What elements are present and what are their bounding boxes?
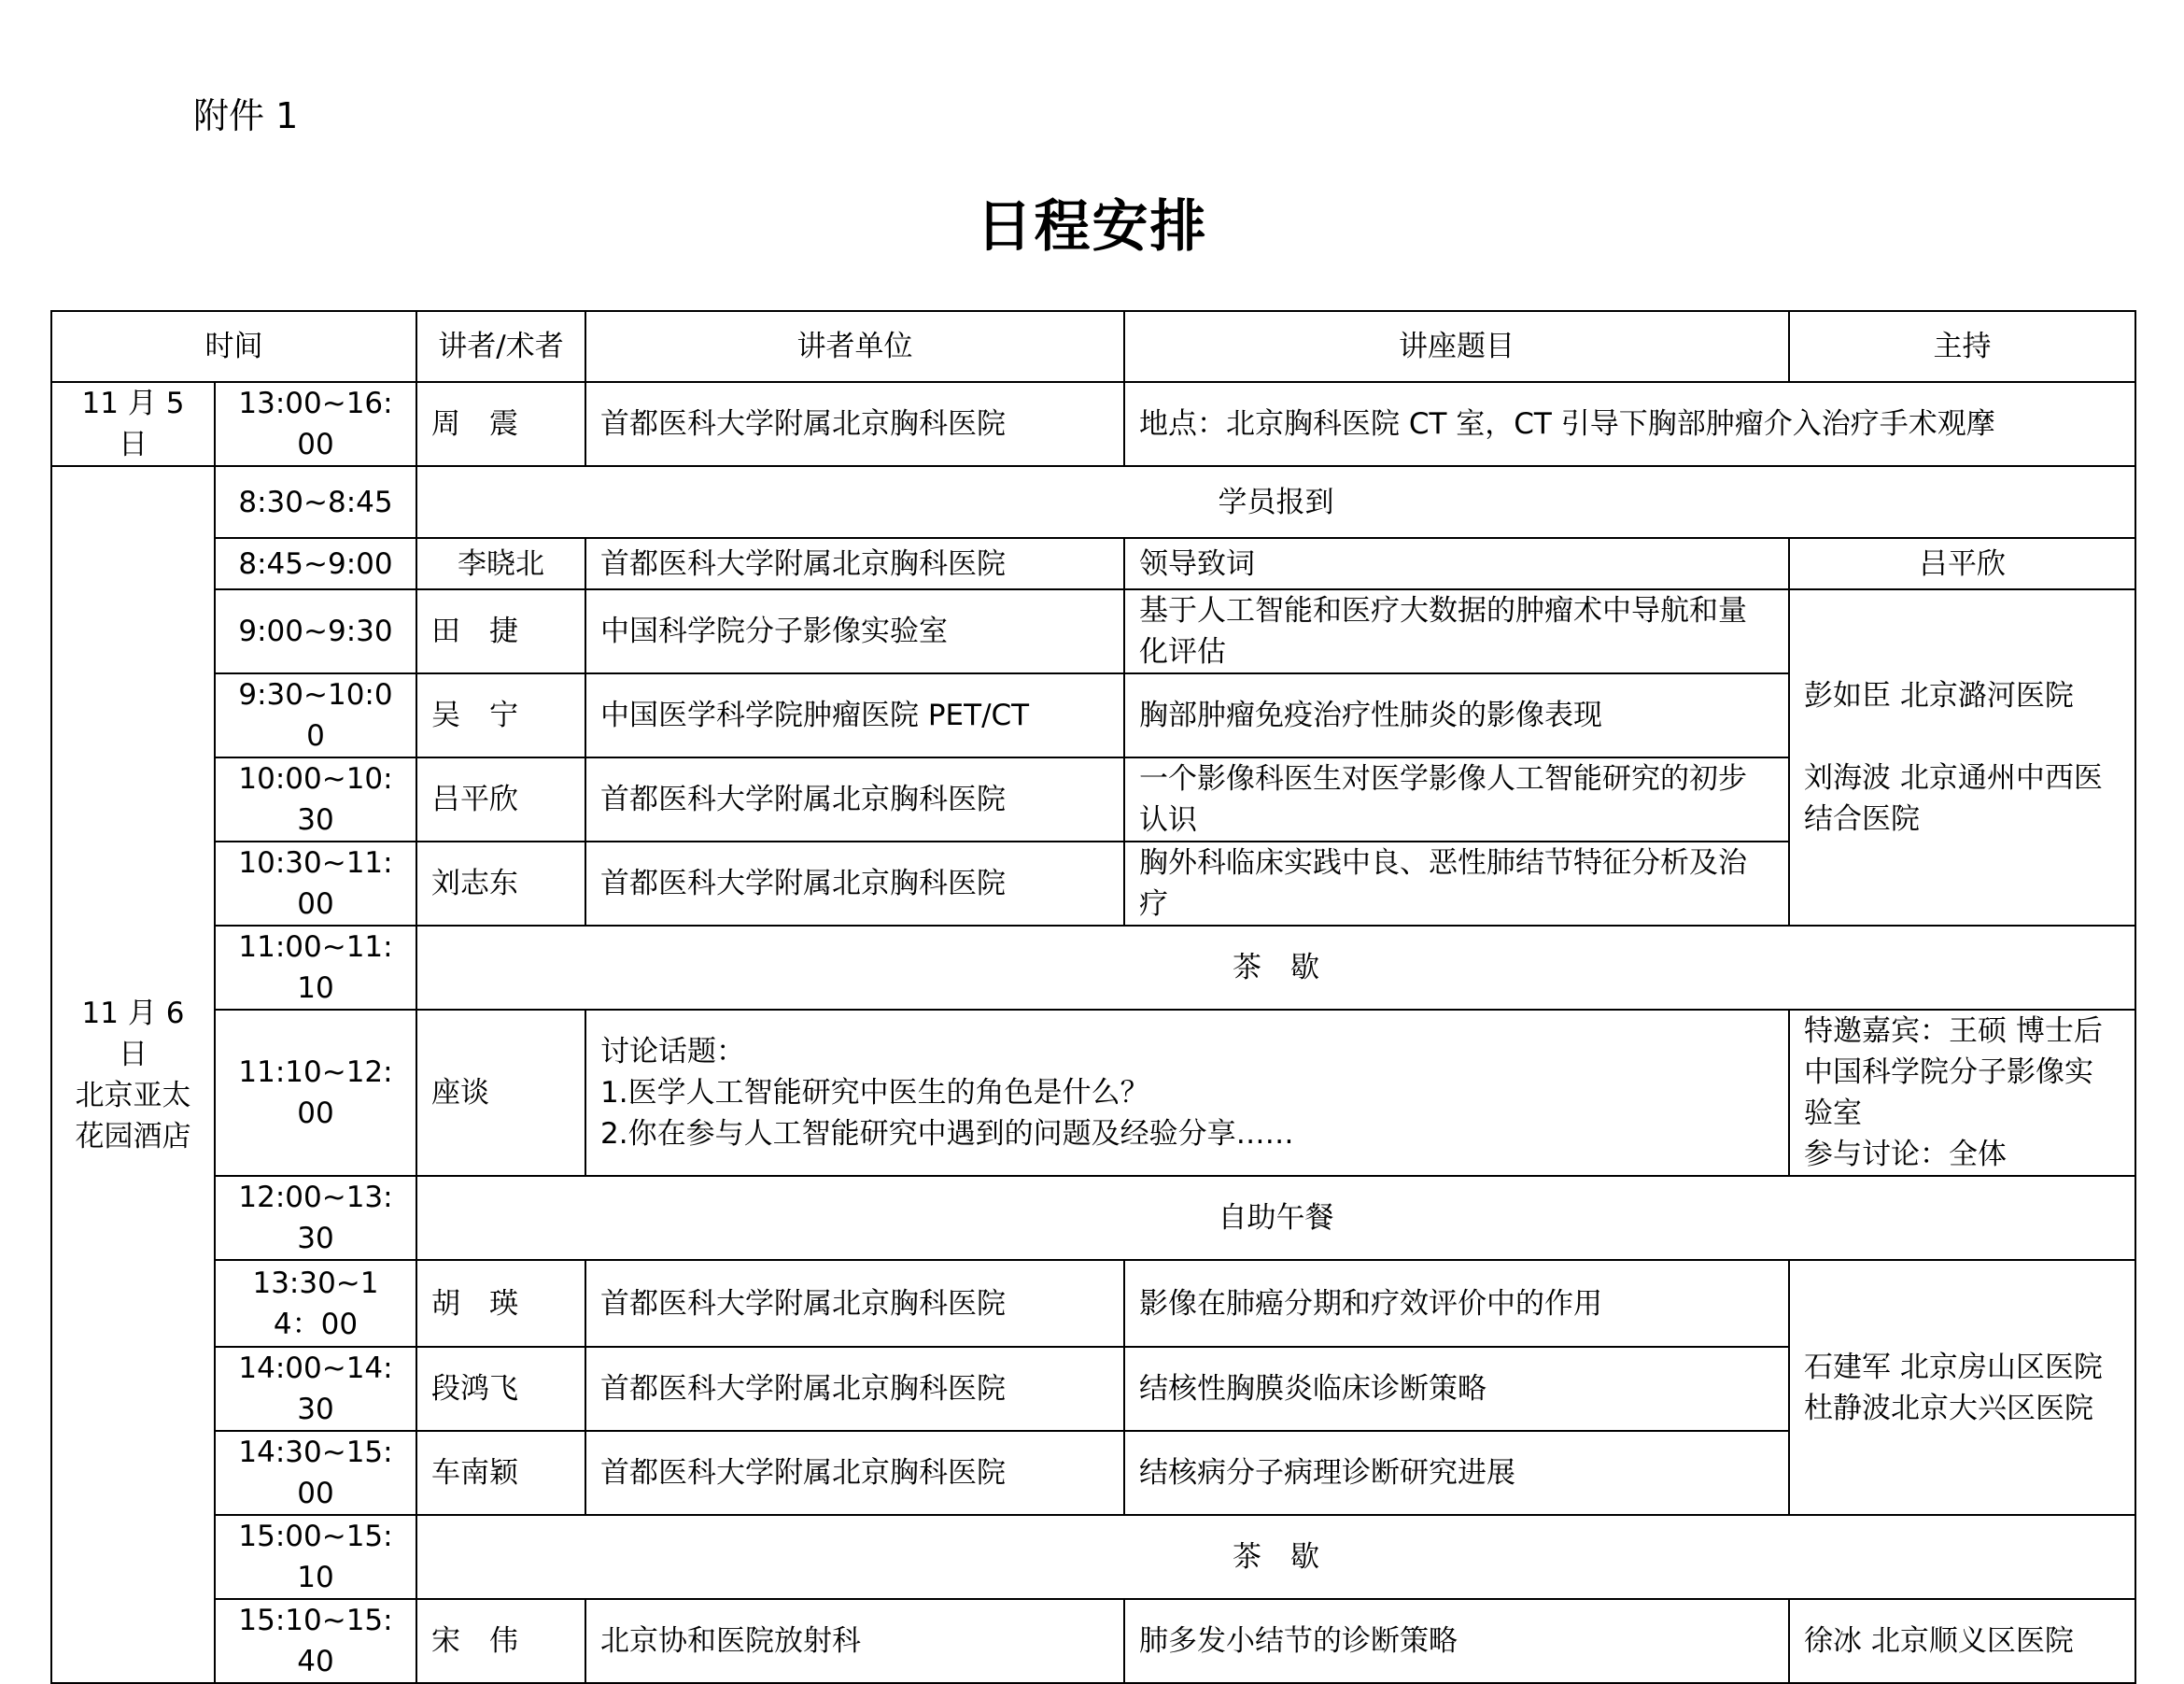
registration-label: 学员报到	[416, 466, 2135, 538]
row-unit: 首都医科大学附属北京胸科医院	[585, 1260, 1124, 1347]
row-time: 9:30~10:00	[215, 673, 416, 757]
table-row	[51, 382, 2135, 466]
day1-date: 11 月 5 日	[51, 382, 215, 466]
row-speaker: 宋 伟	[416, 1599, 585, 1683]
attachment-label: 附件 1	[193, 95, 299, 136]
table-row	[51, 466, 2135, 538]
row-time: 10:30~11:00	[215, 842, 416, 926]
row-speaker: 李晓北	[416, 538, 585, 589]
row-speaker: 胡 瑛	[416, 1260, 585, 1347]
row-speaker: 吴 宁	[416, 673, 585, 757]
row-unit: 首都医科大学附属北京胸科医院	[585, 1431, 1124, 1515]
host-line: 彭如臣 北京潞河医院	[1804, 679, 2074, 713]
row-unit: 首都医科大学附属北京胸科医院	[585, 757, 1124, 842]
table-row	[51, 538, 2135, 589]
row-topic: 影像在肺癌分期和疗效评价中的作用	[1124, 1260, 1789, 1347]
table-row	[51, 1010, 2135, 1176]
header-topic: 讲座题目	[1124, 311, 1789, 382]
host-line: 石建军 北京房山区医院	[1804, 1350, 2103, 1384]
row-unit: 首都医科大学附属北京胸科医院	[585, 1347, 1124, 1431]
day2-venue-line: 花园酒店	[75, 1119, 191, 1153]
row-speaker: 吕平欣	[416, 757, 585, 842]
host-line: 特邀嘉宾：王硕 博士后 中国科学院分子影像实验室	[1804, 1014, 2103, 1130]
row-topic: 肺多发小结节的诊断策略	[1124, 1599, 1789, 1683]
table-row	[51, 1260, 2135, 1347]
row-time: 13:00~16:00	[215, 382, 416, 466]
row-time: 15:00~15:10	[215, 1515, 416, 1599]
panel-topic-line: 讨论话题：	[600, 1035, 745, 1068]
row-speaker: 座谈	[416, 1010, 585, 1176]
row-host: 徐冰 北京顺义区医院	[1789, 1599, 2135, 1683]
row-time: 13:30~14：00	[215, 1260, 416, 1347]
row-speaker: 田 捷	[416, 589, 585, 673]
panel-topic-line: 1.医学人工智能研究中医生的角色是什么？	[600, 1076, 1149, 1110]
row-topic: 一个影像科医生对医学影像人工智能研究的初步认识	[1124, 757, 1789, 842]
row-speaker: 车南颖	[416, 1431, 585, 1515]
table-header-row	[51, 311, 2135, 382]
row-unit: 北京协和医院放射科	[585, 1599, 1124, 1683]
row-topic: 结核性胸膜炎临床诊断策略	[1124, 1347, 1789, 1431]
row-time: 12:00~13:30	[215, 1176, 416, 1260]
panel-topic	[585, 1010, 1789, 1176]
day2-venue-line: 北京亚太	[75, 1078, 191, 1112]
row-topic: 领导致词	[1124, 538, 1789, 589]
header-unit: 讲者单位	[585, 311, 1124, 382]
table-row	[51, 926, 2135, 1010]
row-speaker: 段鸿飞	[416, 1347, 585, 1431]
row-time: 8:45~9:00	[215, 538, 416, 589]
header-speaker: 讲者/术者	[416, 311, 585, 382]
row-time: 15:10~15:40	[215, 1599, 416, 1683]
row-speaker: 周 震	[416, 382, 585, 466]
lunch-label: 自助午餐	[416, 1176, 2135, 1260]
host-line: 刘海波 北京通州中西医结合医院	[1804, 761, 2103, 836]
row-topic: 地点：北京胸科医院 CT 室，CT 引导下胸部肿瘤介入治疗手术观摩	[1124, 382, 2135, 466]
row-topic: 基于人工智能和医疗大数据的肿瘤术中导航和量化评估	[1124, 589, 1789, 673]
session2-hosts	[1789, 1260, 2135, 1515]
row-unit: 首都医科大学附属北京胸科医院	[585, 842, 1124, 926]
day2-date-line: 11 月 6 日	[81, 996, 185, 1071]
table-row	[51, 1599, 2135, 1683]
panel-hosts	[1789, 1010, 2135, 1176]
table-row	[51, 1515, 2135, 1599]
row-host: 吕平欣	[1789, 538, 2135, 589]
schedule-table	[50, 310, 2136, 1684]
row-time: 9:00~9:30	[215, 589, 416, 673]
page-title: 日程安排	[976, 194, 1208, 260]
row-topic: 结核病分子病理诊断研究进展	[1124, 1431, 1789, 1515]
session1-hosts	[1789, 589, 2135, 926]
host-line: 参与讨论：全体	[1804, 1138, 2007, 1171]
row-speaker: 刘志东	[416, 842, 585, 926]
table-row	[51, 589, 2135, 673]
day2-date	[51, 466, 215, 1683]
row-unit: 中国医学科学院肿瘤医院 PET/CT	[585, 673, 1124, 757]
host-line: 杜静波北京大兴区医院	[1804, 1391, 2093, 1425]
row-unit: 中国科学院分子影像实验室	[585, 589, 1124, 673]
tea-break-label: 茶 歇	[416, 1515, 2135, 1599]
row-time: 11:00~11:10	[215, 926, 416, 1010]
row-time: 14:30~15:00	[215, 1431, 416, 1515]
row-time: 11:10~12:00	[215, 1010, 416, 1176]
header-host: 主持	[1789, 311, 2135, 382]
row-unit: 首都医科大学附属北京胸科医院	[585, 382, 1124, 466]
header-time: 时间	[51, 311, 416, 382]
row-topic: 胸部肿瘤免疫治疗性肺炎的影像表现	[1124, 673, 1789, 757]
row-topic: 胸外科临床实践中良、恶性肺结节特征分析及治疗	[1124, 842, 1789, 926]
row-time: 8:30~8:45	[215, 466, 416, 538]
row-time: 10:00~10:30	[215, 757, 416, 842]
panel-topic-line: 2.你在参与人工智能研究中遇到的问题及经验分享……	[600, 1117, 1294, 1151]
row-unit: 首都医科大学附属北京胸科医院	[585, 538, 1124, 589]
row-time: 14:00~14:30	[215, 1347, 416, 1431]
tea-break-label: 茶 歇	[416, 926, 2135, 1010]
table-row	[51, 1176, 2135, 1260]
